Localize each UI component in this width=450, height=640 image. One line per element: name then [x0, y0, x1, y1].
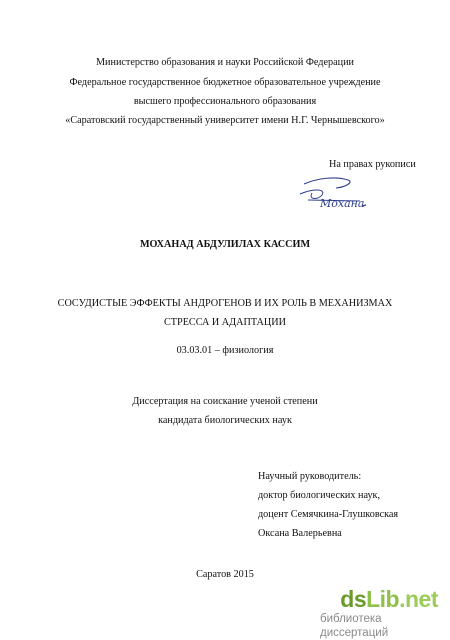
logo-net: .net — [399, 586, 438, 612]
ministry-line: Министерство образования и науки Российской Федерации — [95, 57, 354, 68]
supervisor-name: доцент Семячкина-Глушковская — [258, 509, 399, 520]
dslib-watermark — [320, 586, 438, 639]
signature-text: Мохана — [320, 197, 365, 210]
watermark-subtitle: библиотека диссертаций — [320, 613, 389, 639]
degree-line: Диссертация на соискание ученой степени — [132, 396, 318, 407]
university-name-line: «Саратовский государственный университет имени Н.Г. Чернышевского» — [65, 115, 385, 126]
handwritten-signature — [296, 174, 376, 216]
degree-line: кандидата биологических наук — [158, 415, 292, 426]
specialty-code: 03.03.01 – физиология — [176, 345, 274, 356]
supervisor-label: Научный руководитель: — [258, 471, 362, 482]
author-name: МОХАНАД АБДУЛИЛАХ КАССИМ — [139, 239, 311, 250]
dslib-logo — [340, 586, 438, 612]
manuscript-note: На правах рукописи — [329, 159, 416, 170]
dissertation-title-line: СОСУДИСТЫЕ ЭФФЕКТЫ АНДРОГЕНОВ И ИХ РОЛЬ В МЕХАНИЗМАХ — [57, 298, 393, 309]
supervisor-degree: доктор биологических наук, — [258, 490, 381, 501]
dissertation-title-line: СТРЕССА И АДАПТАЦИИ — [164, 317, 286, 328]
logo-lib: Lib — [366, 586, 400, 612]
supervisor-given-name: Оксана Валерьевна — [258, 528, 342, 539]
education-level-line: высшего профессионального образования — [133, 96, 317, 107]
institution-type-line: Федеральное государственное бюджетное образовательное учреждение — [69, 77, 381, 88]
logo-ds: ds — [340, 586, 367, 612]
city-year: Саратов 2015 — [196, 569, 254, 580]
